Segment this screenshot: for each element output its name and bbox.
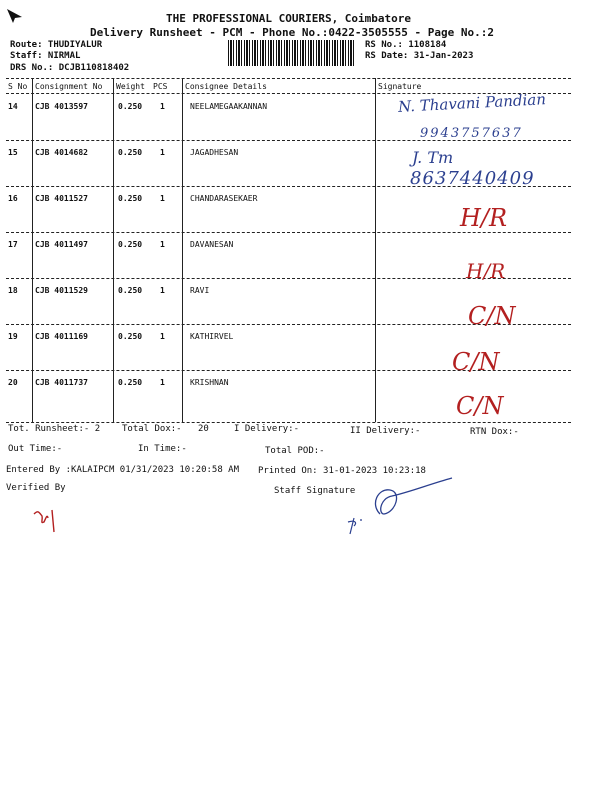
row-pcs: 1	[160, 148, 165, 157]
route-label: Route: THUDIYALUR	[10, 40, 103, 50]
row-consignment: CJB 4011497	[35, 240, 88, 249]
col-header-signature: Signature	[378, 82, 422, 91]
row-weight: 0.250	[118, 240, 143, 249]
handwritten-phone-row15: 8637440409	[410, 168, 535, 189]
row-pcs: 1	[160, 286, 165, 295]
row-sno: 18	[8, 286, 18, 295]
row-weight: 0.250	[118, 194, 143, 203]
corner-arrow-mark	[6, 8, 24, 24]
row-consignee: KRISHNAN	[190, 378, 229, 387]
row-consignment: CJB 4011737	[35, 378, 88, 387]
out-time: Out Time:-	[8, 444, 63, 454]
row-pcs: 1	[160, 332, 165, 341]
row-consignee: JAGADHESAN	[190, 148, 239, 157]
drs-number: DRS No.: DCJB110818402	[10, 63, 130, 73]
row-weight: 0.250	[118, 332, 143, 341]
handwritten-mark-row19: C/N	[452, 348, 500, 376]
row-consignee: CHANDARASEKAER	[190, 194, 258, 203]
row-consignment: CJB 4011169	[35, 332, 88, 341]
col-header-pcs: PCS	[153, 82, 168, 91]
handwritten-phone-row14: 9943757637	[420, 126, 523, 141]
printed-on: Printed On: 31-01-2023 10:23:18	[258, 466, 426, 476]
total-runsheet: Tot. Runsheet:- 2	[8, 424, 101, 434]
verified-by-signature	[30, 500, 70, 534]
row-consignee: DAVANESAN	[190, 240, 234, 249]
row-weight: 0.250	[118, 378, 143, 387]
verified-by: Verified By	[6, 483, 66, 493]
staff-signature-label: Staff Signature	[274, 486, 356, 496]
table-bottom-border	[6, 422, 571, 423]
entered-by: Entered By :KALAIPCM 01/31/2023 10:20:58 AM	[6, 465, 239, 475]
ii-delivery: II Delivery:-	[350, 426, 421, 436]
runsheet-title: Delivery Runsheet - PCM - Phone No.:0422-3505555 - Page No.:2	[90, 26, 494, 39]
row-pcs: 1	[160, 102, 165, 111]
table-top-border	[6, 78, 571, 79]
row-weight: 0.250	[118, 148, 143, 157]
row-consignment: CJB 4011529	[35, 286, 88, 295]
row-sno: 14	[8, 102, 18, 111]
col-header-consignee: Consignee Details	[185, 82, 267, 91]
handwritten-name-row14: N. Thavani Pandian	[397, 90, 547, 116]
row-consignment: CJB 4011527	[35, 194, 88, 203]
row-weight: 0.250	[118, 102, 143, 111]
handwritten-mark-row20: C/N	[456, 392, 504, 420]
rtn-dox: RTN Dox:-	[470, 427, 519, 437]
row-sno: 19	[8, 332, 18, 341]
total-pod: Total POD:-	[265, 446, 325, 456]
row-consignment: CJB 4013597	[35, 102, 88, 111]
row-weight: 0.250	[118, 286, 143, 295]
row-sno: 20	[8, 378, 18, 387]
row-pcs: 1	[160, 240, 165, 249]
row-pcs: 1	[160, 194, 165, 203]
row-consignee: NEELAMEGAAKANNAN	[190, 102, 268, 111]
rs-date: RS Date: 31-Jan-2023	[365, 51, 474, 61]
handwritten-mark-row16: H/R	[460, 204, 508, 232]
col-header-sno: S No	[8, 82, 28, 91]
handwritten-mark-row18: C/N	[468, 302, 516, 330]
in-time: In Time:-	[138, 444, 187, 454]
rs-number: RS No.: 1108184	[365, 40, 447, 50]
staff-label: Staff: NIRMAL	[10, 51, 81, 61]
i-delivery: I Delivery:-	[234, 424, 300, 434]
row-sno: 17	[8, 240, 18, 249]
total-dox-label: Total Dox:-	[122, 424, 182, 434]
col-header-consignment: Consignment No	[35, 82, 103, 91]
total-dox-value: 20	[198, 424, 209, 434]
col-header-weight: Weight	[116, 82, 145, 91]
row-consignment: CJB 4014682	[35, 148, 88, 157]
row-sno: 15	[8, 148, 18, 157]
staff-signature-scribble	[340, 474, 460, 540]
row-pcs: 1	[160, 378, 165, 387]
row-consignee: RAVI	[190, 286, 210, 295]
handwritten-signature-row15: J. Tm	[412, 148, 454, 167]
handwritten-mark-row17: H/R	[466, 259, 506, 283]
row-consignee: KATHIRVEL	[190, 332, 234, 341]
barcode	[228, 40, 354, 66]
company-title: THE PROFESSIONAL COURIERS, Coimbatore	[166, 12, 412, 25]
row-sno: 16	[8, 194, 18, 203]
row-divider	[6, 232, 571, 233]
